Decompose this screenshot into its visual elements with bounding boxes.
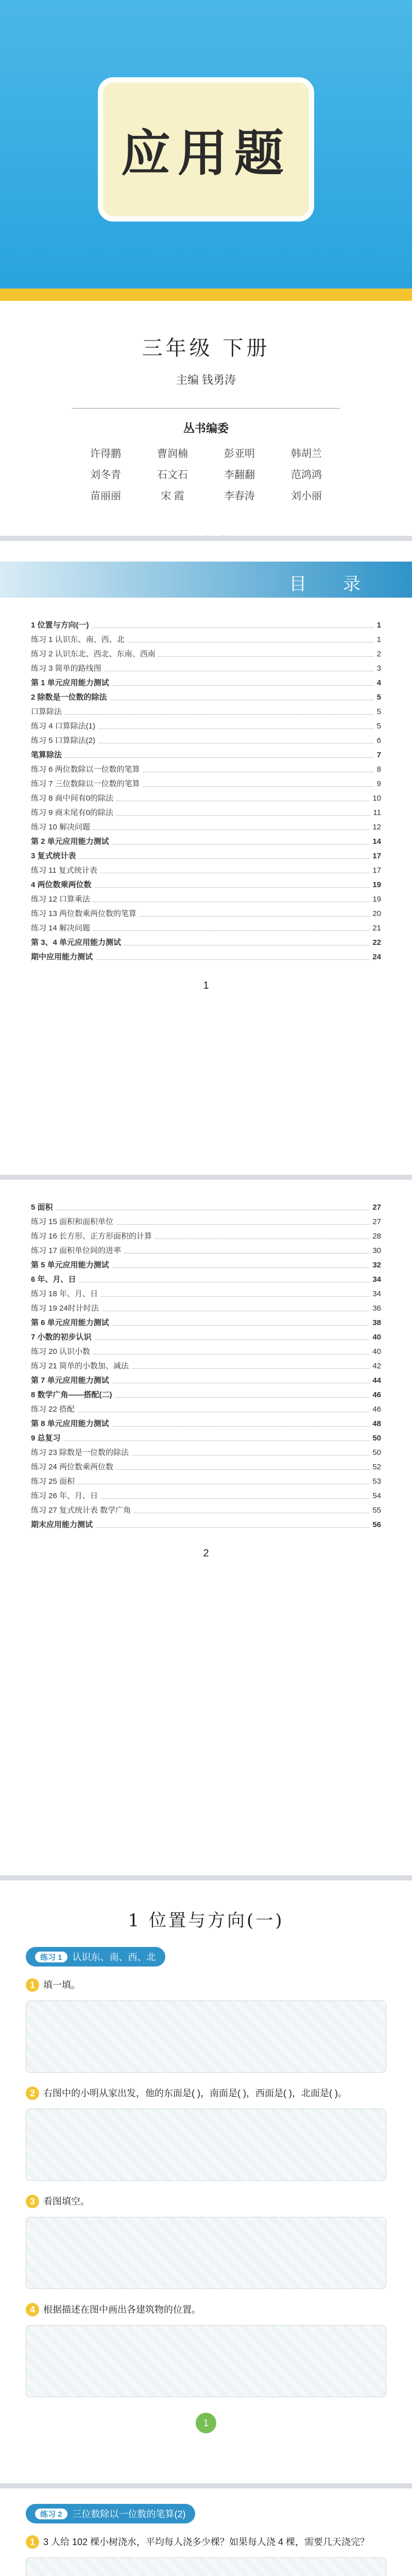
toc-entry-page: 1 bbox=[376, 635, 381, 644]
question-number-1: 1 bbox=[26, 1978, 39, 1992]
toc-entry[interactable] bbox=[31, 1258, 381, 1273]
toc-entry-page: 12 bbox=[372, 823, 381, 832]
toc-leader bbox=[112, 676, 374, 686]
board-member: 宋 霞 bbox=[161, 490, 184, 502]
toc-entry-page: 42 bbox=[372, 1362, 381, 1370]
toc-entry-label: 练习 22 搭配 bbox=[31, 1405, 75, 1414]
toc-entry[interactable] bbox=[31, 777, 381, 791]
toc-entry[interactable] bbox=[31, 921, 381, 936]
toc-entry-page: 40 bbox=[372, 1333, 381, 1342]
toc-leader bbox=[93, 892, 369, 902]
toc-leader bbox=[116, 1460, 369, 1470]
toc-entry-label: 第 8 单元应用能力测试 bbox=[31, 1419, 109, 1428]
toc-entry-label: 练习 1 认识东、南、西、北 bbox=[31, 635, 125, 644]
illustration bbox=[26, 2109, 386, 2181]
toc-entry-label: 练习 19 24时计时法 bbox=[31, 1304, 99, 1313]
toc-entry-label: 练习 17 面积单位间的进率 bbox=[31, 1246, 122, 1255]
toc-entry-label: 练习 20 认识小数 bbox=[31, 1347, 91, 1356]
toc-entry-label: 练习 11 复式统计表 bbox=[31, 866, 97, 875]
page-number: 2 bbox=[203, 1548, 209, 1559]
toc-leader bbox=[116, 791, 369, 801]
board-member: 苗丽丽 bbox=[90, 490, 121, 502]
toc-entry[interactable] bbox=[31, 1200, 381, 1215]
toc-entry[interactable] bbox=[31, 835, 381, 849]
toc-leader bbox=[93, 820, 369, 830]
question-text: 3 人给 102 棵小树浇水，平均每人浇多少棵？如果每人浇 4 棵，需要几天浇完？ bbox=[43, 2537, 370, 2547]
toc-entry-page: 1 bbox=[376, 621, 381, 630]
toc-entry-page: 52 bbox=[372, 1463, 381, 1471]
toc-leader bbox=[65, 705, 374, 715]
toc-entry-page: 36 bbox=[372, 1304, 381, 1313]
toc-entry[interactable] bbox=[31, 734, 381, 748]
toc-entry[interactable] bbox=[31, 647, 381, 662]
toc-leader bbox=[115, 1388, 370, 1398]
toc-leader bbox=[132, 1446, 369, 1455]
toc-entry[interactable] bbox=[31, 690, 381, 705]
grade-label: 三年级 下册 bbox=[142, 336, 270, 360]
cover-top bbox=[0, 0, 412, 289]
toc-entry-page: 21 bbox=[372, 924, 381, 933]
toc-page-1 bbox=[0, 541, 412, 1180]
toc-entry-page: 34 bbox=[372, 1275, 381, 1284]
board-member: 彭亚明 bbox=[224, 448, 255, 460]
toc-entry-page: 56 bbox=[372, 1520, 381, 1529]
toc-entry-label: 练习 12 口算乘法 bbox=[31, 895, 91, 904]
toc-entry-label: 练习 14 解决问题 bbox=[31, 924, 91, 933]
toc-entry[interactable] bbox=[31, 1388, 381, 1402]
editor-label: 主编 钱勇涛 bbox=[176, 374, 236, 386]
toc-entry[interactable] bbox=[31, 1330, 381, 1345]
toc-entry-page: 17 bbox=[372, 866, 381, 875]
board-member: 韩胡兰 bbox=[291, 448, 322, 460]
toc-leader bbox=[96, 1518, 369, 1528]
toc-entry-label: 练习 5 口算除法(2) bbox=[31, 736, 96, 745]
toc-entry-page: 6 bbox=[376, 736, 381, 745]
toc-entry-label: 练习 23 除数是一位数的除法 bbox=[31, 1448, 129, 1457]
toc-entry-page: 7 bbox=[376, 751, 381, 759]
publisher: 山东美术出版社 bbox=[174, 535, 238, 541]
toc-leader bbox=[143, 777, 374, 787]
toc-entry-page: 4 bbox=[376, 679, 381, 687]
toc-entry-page: 34 bbox=[372, 1290, 381, 1298]
toc-entry[interactable] bbox=[31, 1374, 381, 1388]
board-member: 刘冬青 bbox=[90, 469, 121, 481]
board-member: 李春涛 bbox=[224, 490, 255, 502]
toc-entry-label: 4 两位数乘两位数 bbox=[31, 880, 92, 889]
toc-leader bbox=[56, 1200, 370, 1210]
question-text: 填一填。 bbox=[43, 1980, 80, 1990]
board-title: 丛书编委 bbox=[183, 422, 229, 435]
toc-entry-label: 第 6 单元应用能力测试 bbox=[31, 1318, 109, 1327]
toc-entry-label: 2 除数是一位数的除法 bbox=[31, 693, 107, 702]
lesson-tag bbox=[26, 2504, 195, 2523]
toc-entry-label: 练习 6 两位数除以一位数的笔算 bbox=[31, 765, 140, 774]
toc-entry-page: 38 bbox=[372, 1318, 381, 1327]
toc-entry[interactable] bbox=[31, 1503, 381, 1518]
toc-entry[interactable] bbox=[31, 791, 381, 806]
toc-entry[interactable] bbox=[31, 1215, 381, 1229]
toc-entry[interactable] bbox=[31, 1518, 381, 1532]
toc-leader bbox=[116, 1215, 369, 1225]
toc-entry-label: 练习 26 年、月、日 bbox=[31, 1492, 98, 1500]
toc-entry-label: 练习 24 两位数乘两位数 bbox=[31, 1463, 114, 1471]
toc-leader bbox=[95, 878, 370, 888]
toc-entry-label: 第 1 单元应用能力测试 bbox=[31, 679, 109, 687]
toc-entry-page: 30 bbox=[372, 1246, 381, 1255]
toc-entry-page: 48 bbox=[372, 1419, 381, 1428]
question-number-2: 2 bbox=[26, 2087, 39, 2100]
toc-entry-page: 20 bbox=[372, 909, 381, 918]
toc-entry-page: 50 bbox=[372, 1448, 381, 1457]
toc-entry[interactable] bbox=[31, 1417, 381, 1431]
lesson-page-1 bbox=[0, 1880, 412, 2488]
board-member: 石文石 bbox=[157, 469, 188, 481]
toc-entry[interactable] bbox=[31, 849, 381, 863]
illustration bbox=[26, 2325, 386, 2397]
question-number-1: 1 bbox=[26, 2535, 39, 2549]
toc-leader bbox=[112, 1417, 370, 1427]
toc-entry-label: 期末应用能力测试 bbox=[31, 1520, 93, 1529]
question-4 bbox=[26, 2301, 386, 2318]
page-number: 1 bbox=[196, 2413, 216, 2433]
toc-entry-label: 练习 25 面积 bbox=[31, 1477, 75, 1486]
question-number-3: 3 bbox=[26, 2195, 39, 2208]
board-member: 范鸿鸿 bbox=[291, 469, 322, 481]
editorial-board bbox=[72, 408, 340, 502]
toc-entry-label: 第 3、4 单元应用能力测试 bbox=[31, 938, 122, 947]
toc-leader bbox=[128, 633, 374, 642]
toc-entry[interactable] bbox=[31, 1345, 381, 1359]
toc-leader bbox=[92, 618, 374, 628]
toc-leader bbox=[95, 1330, 370, 1340]
toc-entry[interactable] bbox=[31, 1446, 381, 1460]
toc-entry-label: 练习 9 商末尾有0的除法 bbox=[31, 808, 114, 817]
toc-entry-page: 50 bbox=[372, 1434, 381, 1443]
illustration bbox=[26, 2217, 386, 2289]
toc-entry-label: 3 复式统计表 bbox=[31, 852, 76, 860]
toc-entry[interactable] bbox=[31, 806, 381, 820]
toc-entry[interactable] bbox=[31, 662, 381, 676]
board-member: 许得鹏 bbox=[90, 448, 121, 460]
toc-entry-label: 7 小数的初步认识 bbox=[31, 1333, 92, 1342]
lesson-tag-title: 三位数除以一位数的笔算(2) bbox=[72, 2509, 186, 2519]
toc-leader bbox=[98, 734, 374, 743]
lesson-tag-num: 练习 1 bbox=[35, 1952, 67, 1962]
toc-leader bbox=[124, 936, 369, 945]
toc-leader bbox=[79, 849, 370, 859]
toc-entry-page: 2 bbox=[376, 650, 381, 658]
question-number-4: 4 bbox=[26, 2303, 39, 2316]
toc-entry[interactable] bbox=[31, 907, 381, 921]
toc-entry-label: 第 5 单元应用能力测试 bbox=[31, 1261, 109, 1269]
lesson-tag-num: 练习 2 bbox=[35, 2509, 67, 2519]
toc-entry-label: 练习 16 长方形、正方形面积的计算 bbox=[31, 1232, 152, 1241]
toc-entry-page: 8 bbox=[376, 765, 381, 774]
toc-leader bbox=[101, 1489, 369, 1499]
toc-leader bbox=[140, 907, 369, 917]
toc-entry[interactable] bbox=[31, 705, 381, 719]
toc-entry[interactable] bbox=[31, 1475, 381, 1489]
toc-entry-label: 6 年、月、日 bbox=[31, 1275, 76, 1284]
toc-entry-page: 53 bbox=[372, 1477, 381, 1486]
toc-entry[interactable] bbox=[31, 719, 381, 734]
toc-entry-page: 3 bbox=[376, 664, 381, 673]
toc-entry-label: 第 2 单元应用能力测试 bbox=[31, 837, 109, 846]
toc-entry[interactable] bbox=[31, 1301, 381, 1316]
toc-entry-label: 8 数学广角——搭配(二) bbox=[31, 1391, 112, 1399]
toc-leader bbox=[65, 748, 374, 758]
question-1 bbox=[26, 1977, 386, 1993]
toc-entry-page: 17 bbox=[372, 852, 381, 860]
toc-entry-label: 练习 7 三位数除以一位数的笔算 bbox=[31, 779, 140, 788]
lesson-tag-title: 认识东、南、西、北 bbox=[72, 1952, 156, 1962]
question-2 bbox=[26, 2085, 386, 2102]
lesson-tag bbox=[26, 1947, 165, 1967]
board-members bbox=[72, 445, 340, 502]
toc-entry-page: 11 bbox=[373, 808, 381, 817]
toc-entry[interactable] bbox=[31, 618, 381, 633]
unit-title: 1 位置与方向(一) bbox=[128, 1910, 284, 1931]
toc-leader bbox=[112, 1316, 370, 1326]
illustration bbox=[26, 2001, 386, 2073]
toc-leader bbox=[105, 662, 374, 671]
cover-page bbox=[0, 0, 412, 541]
toc-entry-label: 练习 27 复式统计表 数学广角 bbox=[31, 1506, 131, 1515]
toc-entry[interactable] bbox=[31, 1359, 381, 1374]
toc-entry[interactable] bbox=[31, 748, 381, 762]
board-member: 曹润楠 bbox=[157, 448, 188, 460]
toc-entry-page: 5 bbox=[376, 693, 381, 702]
toc-leader bbox=[102, 1301, 370, 1311]
toc-leader bbox=[78, 1475, 369, 1484]
toc-entry-label: 练习 18 年、月、日 bbox=[31, 1290, 98, 1298]
toc-entry-label: 笔算除法 bbox=[31, 751, 62, 759]
toc-leader bbox=[143, 762, 374, 772]
toc-entry-page: 10 bbox=[372, 794, 381, 803]
toc-entry[interactable] bbox=[31, 1489, 381, 1503]
cover-stripe bbox=[0, 289, 412, 301]
toc-list bbox=[31, 1200, 381, 1532]
toc-leader bbox=[78, 1402, 369, 1412]
title-badge bbox=[98, 77, 314, 222]
question-text: 根据描述在图中画出各建筑物的位置。 bbox=[43, 2304, 201, 2315]
toc-entry[interactable] bbox=[31, 762, 381, 777]
toc-page-2 bbox=[0, 1180, 412, 1880]
toc-entry-label: 练习 2 认识东北、西北、东南、西南 bbox=[31, 650, 156, 658]
toc-entry-label: 9 总复习 bbox=[31, 1434, 61, 1443]
toc-entry-label: 5 面积 bbox=[31, 1203, 53, 1212]
toc-entry[interactable] bbox=[31, 1402, 381, 1417]
toc-entry-label: 练习 15 面积和面积单位 bbox=[31, 1217, 114, 1226]
toc-entry-page: 27 bbox=[372, 1217, 381, 1226]
toc-entry[interactable] bbox=[31, 950, 381, 964]
question-text: 看图填空。 bbox=[43, 2196, 90, 2207]
toc-leader bbox=[100, 863, 369, 873]
toc-entry[interactable] bbox=[31, 936, 381, 950]
toc-entry-label: 练习 10 解决问题 bbox=[31, 823, 91, 832]
question-1 bbox=[26, 2534, 386, 2550]
toc-entry-page: 27 bbox=[372, 1203, 381, 1212]
toc-leader bbox=[110, 690, 374, 700]
board-member: 李翻翻 bbox=[224, 469, 255, 481]
toc-entry[interactable] bbox=[31, 676, 381, 690]
toc-entry-label: 1 位置与方向(一) bbox=[31, 621, 89, 630]
toc-entry-label: 练习 4 口算除法(1) bbox=[31, 722, 96, 731]
toc-leader bbox=[159, 647, 374, 657]
toc-entry-page: 22 bbox=[372, 938, 381, 947]
toc-entry[interactable] bbox=[31, 820, 381, 835]
question-3 bbox=[26, 2193, 386, 2210]
toc-entry[interactable] bbox=[31, 1316, 381, 1330]
toc-entry-label: 练习 13 两位数乘两位数的笔算 bbox=[31, 909, 137, 918]
toc-entry-page: 19 bbox=[372, 895, 381, 904]
toc-entry[interactable] bbox=[31, 863, 381, 878]
toc-entry-label: 口算除法 bbox=[31, 707, 62, 716]
toc-leader bbox=[116, 806, 370, 816]
toc-entry-page: 55 bbox=[372, 1506, 381, 1515]
toc-leader bbox=[93, 921, 369, 931]
page-number: 1 bbox=[203, 980, 209, 991]
toc-entry[interactable] bbox=[31, 892, 381, 907]
toc-leader bbox=[112, 835, 370, 844]
toc-entry[interactable] bbox=[31, 1244, 381, 1258]
toc-leader bbox=[98, 719, 374, 729]
illustration bbox=[26, 2557, 386, 2576]
toc-entry-page: 28 bbox=[372, 1232, 381, 1241]
book-title: 应用题 bbox=[121, 124, 291, 182]
toc-leader bbox=[64, 1431, 370, 1441]
toc-entry[interactable] bbox=[31, 1287, 381, 1301]
toc-entry-label: 期中应用能力测试 bbox=[31, 953, 93, 961]
toc-entry-page: 19 bbox=[372, 880, 381, 889]
toc-leader bbox=[93, 1345, 369, 1354]
toc-entry-page: 14 bbox=[372, 837, 381, 846]
toc-entry[interactable] bbox=[31, 878, 381, 892]
toc-entry[interactable] bbox=[31, 633, 381, 647]
toc-leader bbox=[79, 1273, 370, 1282]
toc-entry[interactable] bbox=[31, 1460, 381, 1475]
toc-leader bbox=[124, 1244, 369, 1253]
toc-leader bbox=[101, 1287, 369, 1297]
toc-entry-page: 40 bbox=[372, 1347, 381, 1356]
question-text: 右图中的小明从家出发，他的东面是( )，南面是( )，西面是( )，北面是( )。 bbox=[43, 2088, 347, 2098]
toc-entry[interactable] bbox=[31, 1229, 381, 1244]
toc-leader bbox=[112, 1258, 370, 1268]
toc-leader bbox=[132, 1359, 369, 1369]
lesson-page-2 bbox=[0, 2488, 412, 2576]
toc-entry[interactable] bbox=[31, 1431, 381, 1446]
toc-entry-page: 46 bbox=[372, 1391, 381, 1399]
toc-entry-label: 练习 3 简单的路线图 bbox=[31, 664, 101, 673]
toc-leader bbox=[155, 1229, 369, 1239]
toc-entry-page: 5 bbox=[376, 722, 381, 731]
toc-leader bbox=[96, 950, 369, 960]
toc-entry-page: 32 bbox=[372, 1261, 381, 1269]
toc-entry-page: 5 bbox=[376, 707, 381, 716]
toc-entry-page: 9 bbox=[376, 779, 381, 788]
toc-banner bbox=[0, 562, 412, 598]
toc-list bbox=[31, 618, 381, 964]
board-member: 刘小丽 bbox=[291, 490, 322, 502]
toc-entry-page: 44 bbox=[372, 1376, 381, 1385]
toc-entry-page: 46 bbox=[372, 1405, 381, 1414]
toc-entry-page: 54 bbox=[372, 1492, 381, 1500]
toc-entry-label: 第 7 单元应用能力测试 bbox=[31, 1376, 109, 1385]
toc-leader bbox=[112, 1374, 370, 1383]
toc-entry-page: 24 bbox=[372, 953, 381, 961]
toc-entry[interactable] bbox=[31, 1273, 381, 1287]
toc-entry-label: 练习 21 简单的小数加、减法 bbox=[31, 1362, 129, 1370]
toc-heading: 目 录 bbox=[289, 574, 376, 595]
toc-entry-label: 练习 8 商中间有0的除法 bbox=[31, 794, 114, 803]
toc-leader bbox=[134, 1503, 369, 1513]
